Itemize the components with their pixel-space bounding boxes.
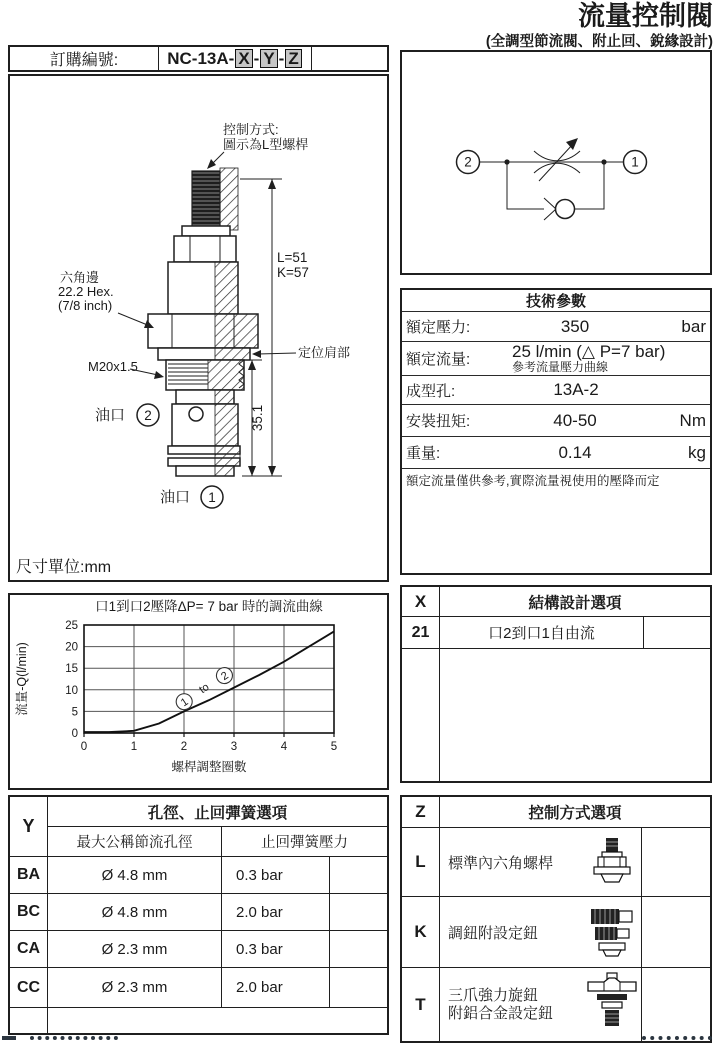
- y-row-empty: [330, 968, 387, 1007]
- symbol-port2-number: 2: [464, 154, 472, 170]
- svg-text:to: to: [197, 681, 212, 697]
- y-row-empty: [330, 931, 387, 967]
- y-row-code: BC: [10, 894, 48, 930]
- x-code-letter: X: [402, 587, 440, 616]
- tech-row-flow: [402, 342, 710, 376]
- tech-unit: kg: [688, 442, 706, 462]
- tech-params-box: [400, 288, 712, 575]
- y-row-empty: [330, 894, 387, 930]
- y-row-orifice: Ø 4.8 mm: [48, 857, 222, 893]
- y-row-spring: 0.3 bar: [222, 931, 330, 967]
- svg-text:流量-Q(l/min): 流量-Q(l/min): [15, 642, 29, 716]
- x-row-code: 21: [402, 617, 440, 648]
- y-options-header: [10, 797, 387, 857]
- tech-label: 重量:: [406, 445, 441, 462]
- footer-fragment: [2, 1036, 16, 1041]
- y-code-letter: Y: [10, 797, 48, 856]
- tech-value: 40-50: [553, 410, 597, 430]
- port2-label: 油口: [95, 407, 126, 424]
- dim-K: K=57: [277, 265, 309, 280]
- y-options-title: 孔徑、止回彈簧選項: [48, 797, 387, 827]
- z-row-code: T: [402, 968, 440, 1041]
- z-row-desc-cell: [440, 897, 642, 967]
- tech-flow-value: 25 l/min (△ P=7 bar): [512, 342, 666, 362]
- order-empty-cell: [312, 47, 387, 70]
- tech-params-title: 技術參數: [402, 290, 710, 312]
- locknut: [174, 236, 236, 262]
- check-valve-symbol: [507, 162, 604, 220]
- flow-curve-chart: [10, 595, 387, 788]
- hex-screw-icon: [589, 836, 635, 888]
- spacer: [48, 1008, 387, 1033]
- tech-label: 成型孔:: [406, 382, 456, 400]
- shoulder-label: 定位肩部: [298, 345, 351, 360]
- valve-drawing-box: [8, 74, 389, 582]
- z-row-empty: [642, 897, 710, 967]
- page-title: 流量控制閥: [578, 1, 713, 31]
- svg-text:1: 1: [130, 741, 138, 753]
- x-row-empty: [644, 617, 710, 648]
- svg-text:螺桿調整圈數: 螺桿調整圈數: [171, 760, 247, 774]
- table-row: [402, 968, 710, 1041]
- table-row: [402, 897, 710, 968]
- order-code-z: Z: [285, 49, 301, 69]
- symbol-port1-number: 1: [631, 154, 639, 170]
- y-col2-header: 止回彈簧壓力: [261, 835, 348, 851]
- x-options-title: 結構設計選項: [528, 594, 622, 612]
- z-row-empty: [642, 828, 710, 896]
- tech-params-note: 額定流量僅供參考,實際流量視使用的壓降而定: [406, 474, 660, 488]
- tech-unit: Nm: [679, 410, 706, 430]
- tech-label: 額定壓力:: [406, 319, 471, 336]
- y-row-orifice: Ø 2.3 mm: [48, 968, 222, 1007]
- tech-row-torque: [402, 405, 710, 437]
- y-row-orifice: Ø 4.8 mm: [48, 894, 222, 930]
- order-code-x: X: [235, 49, 252, 69]
- x-row-desc: 口2到口1自由流: [440, 617, 644, 648]
- order-code-prefix: NC-13A-: [167, 48, 235, 68]
- z-row-code: L: [402, 828, 440, 896]
- svg-text:1: 1: [178, 695, 191, 710]
- svg-text:25: 25: [65, 620, 78, 632]
- svg-text:0: 0: [80, 741, 88, 753]
- x-options-table: [400, 585, 712, 783]
- knob-icon: [587, 905, 637, 959]
- tech-value: 0.14: [558, 442, 592, 462]
- spacer: [440, 649, 710, 781]
- tech-value: [506, 343, 706, 373]
- y-row-orifice: Ø 2.3 mm: [48, 931, 222, 967]
- y-row-code: BA: [10, 857, 48, 893]
- table-row: [10, 894, 387, 931]
- order-number-label: 訂購編號:: [10, 47, 159, 70]
- svg-text:2: 2: [219, 669, 231, 684]
- hydraulic-symbol: [402, 52, 710, 273]
- tech-row-weight: [402, 437, 710, 469]
- control-method-label-line1: 控制方式:: [223, 122, 279, 137]
- control-method-label-line2: 圖示為L型螺桿: [223, 137, 309, 152]
- throttle-arrow: [566, 138, 578, 150]
- svg-text:4: 4: [280, 741, 288, 753]
- z-options-header: [402, 797, 710, 828]
- z-options-table: [400, 795, 712, 1043]
- port1-label: 油口: [160, 489, 191, 506]
- z-row-desc-line1: 三爪強力旋鈕: [448, 986, 539, 1004]
- z-options-title: 控制方式選項: [528, 805, 622, 822]
- port1-number: 1: [208, 490, 216, 505]
- z-row-empty: [642, 968, 710, 1041]
- spacer: [10, 1008, 48, 1033]
- tech-label: 額定流量:: [406, 351, 471, 368]
- curve-annotation-1-to-2: [173, 664, 235, 712]
- cross-hole: [189, 407, 203, 421]
- order-code-y: Y: [260, 49, 277, 69]
- svg-text:3: 3: [230, 741, 238, 753]
- hex-label-line2: 22.2 Hex.: [58, 284, 114, 299]
- dim-35-1: 35.1: [250, 404, 265, 432]
- y-row-spring: 2.0 bar: [222, 968, 330, 1007]
- tech-row-cavity: [402, 376, 710, 405]
- table-row: [10, 968, 387, 1008]
- svg-text:20: 20: [65, 641, 78, 654]
- z-row-desc-cell: [440, 968, 642, 1041]
- y-options-empty-row: [10, 1008, 387, 1033]
- z-row-desc: 調鈕附設定鈕: [448, 924, 539, 942]
- flow-curve-box: [8, 593, 389, 790]
- tech-value: 350: [560, 316, 590, 336]
- z-row-desc-cell: [440, 828, 642, 896]
- order-code-sep: -: [278, 48, 285, 68]
- y-row-code: CA: [10, 931, 48, 967]
- svg-text:10: 10: [65, 684, 78, 697]
- table-row: [10, 857, 387, 894]
- table-row: [402, 617, 710, 649]
- y-row-empty: [330, 857, 387, 893]
- tech-unit: bar: [681, 316, 706, 336]
- svg-text:15: 15: [65, 663, 78, 676]
- y-col1-header: 最大公稱節流孔徑: [48, 827, 222, 856]
- y-row-spring: 0.3 bar: [222, 857, 330, 893]
- hex-label-line1: 六角邊: [60, 270, 100, 285]
- footer-fragment: [642, 1036, 712, 1041]
- table-row: [402, 828, 710, 897]
- table-row: [10, 931, 387, 968]
- order-code: [159, 47, 312, 70]
- svg-text:5: 5: [330, 741, 338, 753]
- z-code-letter: Z: [402, 797, 440, 827]
- valve-body-drawing: [148, 168, 258, 476]
- tech-flow-subnote: 參考流量壓力曲線: [512, 360, 609, 375]
- adjust-screw-knurl: [192, 171, 220, 226]
- x-options-header: [402, 587, 710, 617]
- page-subtitle: (全調型節流閥、附止回、銳緣設計): [485, 34, 713, 51]
- tech-label: 安裝扭矩:: [406, 413, 471, 430]
- z-row-desc: 標準內六角螺桿: [448, 854, 554, 872]
- spacer: [402, 649, 440, 781]
- svg-text:口1到口2壓降ΔP= 7 bar 時的調流曲線: 口1到口2壓降ΔP= 7 bar 時的調流曲線: [95, 599, 323, 614]
- tech-value: 13A-2: [553, 380, 599, 399]
- x-options-empty-row: [402, 649, 710, 781]
- throttle-symbol: [534, 138, 580, 181]
- y-row-spring: 2.0 bar: [222, 894, 330, 930]
- footer-fragment: [30, 1036, 118, 1041]
- tech-row-pressure: [402, 312, 710, 342]
- y-row-code: CC: [10, 968, 48, 1007]
- svg-text:0: 0: [71, 728, 78, 740]
- order-code-sep: -: [253, 48, 260, 68]
- dim-L: L=51: [277, 250, 308, 265]
- valve-cross-section-drawing: [10, 76, 387, 556]
- hex-label-line3: (7/8 inch): [58, 298, 113, 313]
- page-header: [486, 2, 713, 51]
- leader-arrow: [207, 159, 216, 169]
- tri-lobe-knob-icon: [585, 972, 639, 1034]
- z-row-desc: [448, 987, 553, 1023]
- svg-text:5: 5: [71, 706, 78, 719]
- thread-label: M20x1.5: [88, 359, 138, 374]
- hydraulic-symbol-box: [400, 50, 712, 275]
- y-options-table: [8, 795, 389, 1035]
- z-row-code: K: [402, 897, 440, 967]
- dimension-unit-note: 尺寸單位:mm: [16, 559, 112, 576]
- port2-number: 2: [144, 408, 152, 423]
- svg-text:2: 2: [180, 741, 188, 753]
- order-number-box: [8, 45, 389, 72]
- z-row-desc-line2: 附鋁合金設定鈕: [448, 1004, 554, 1022]
